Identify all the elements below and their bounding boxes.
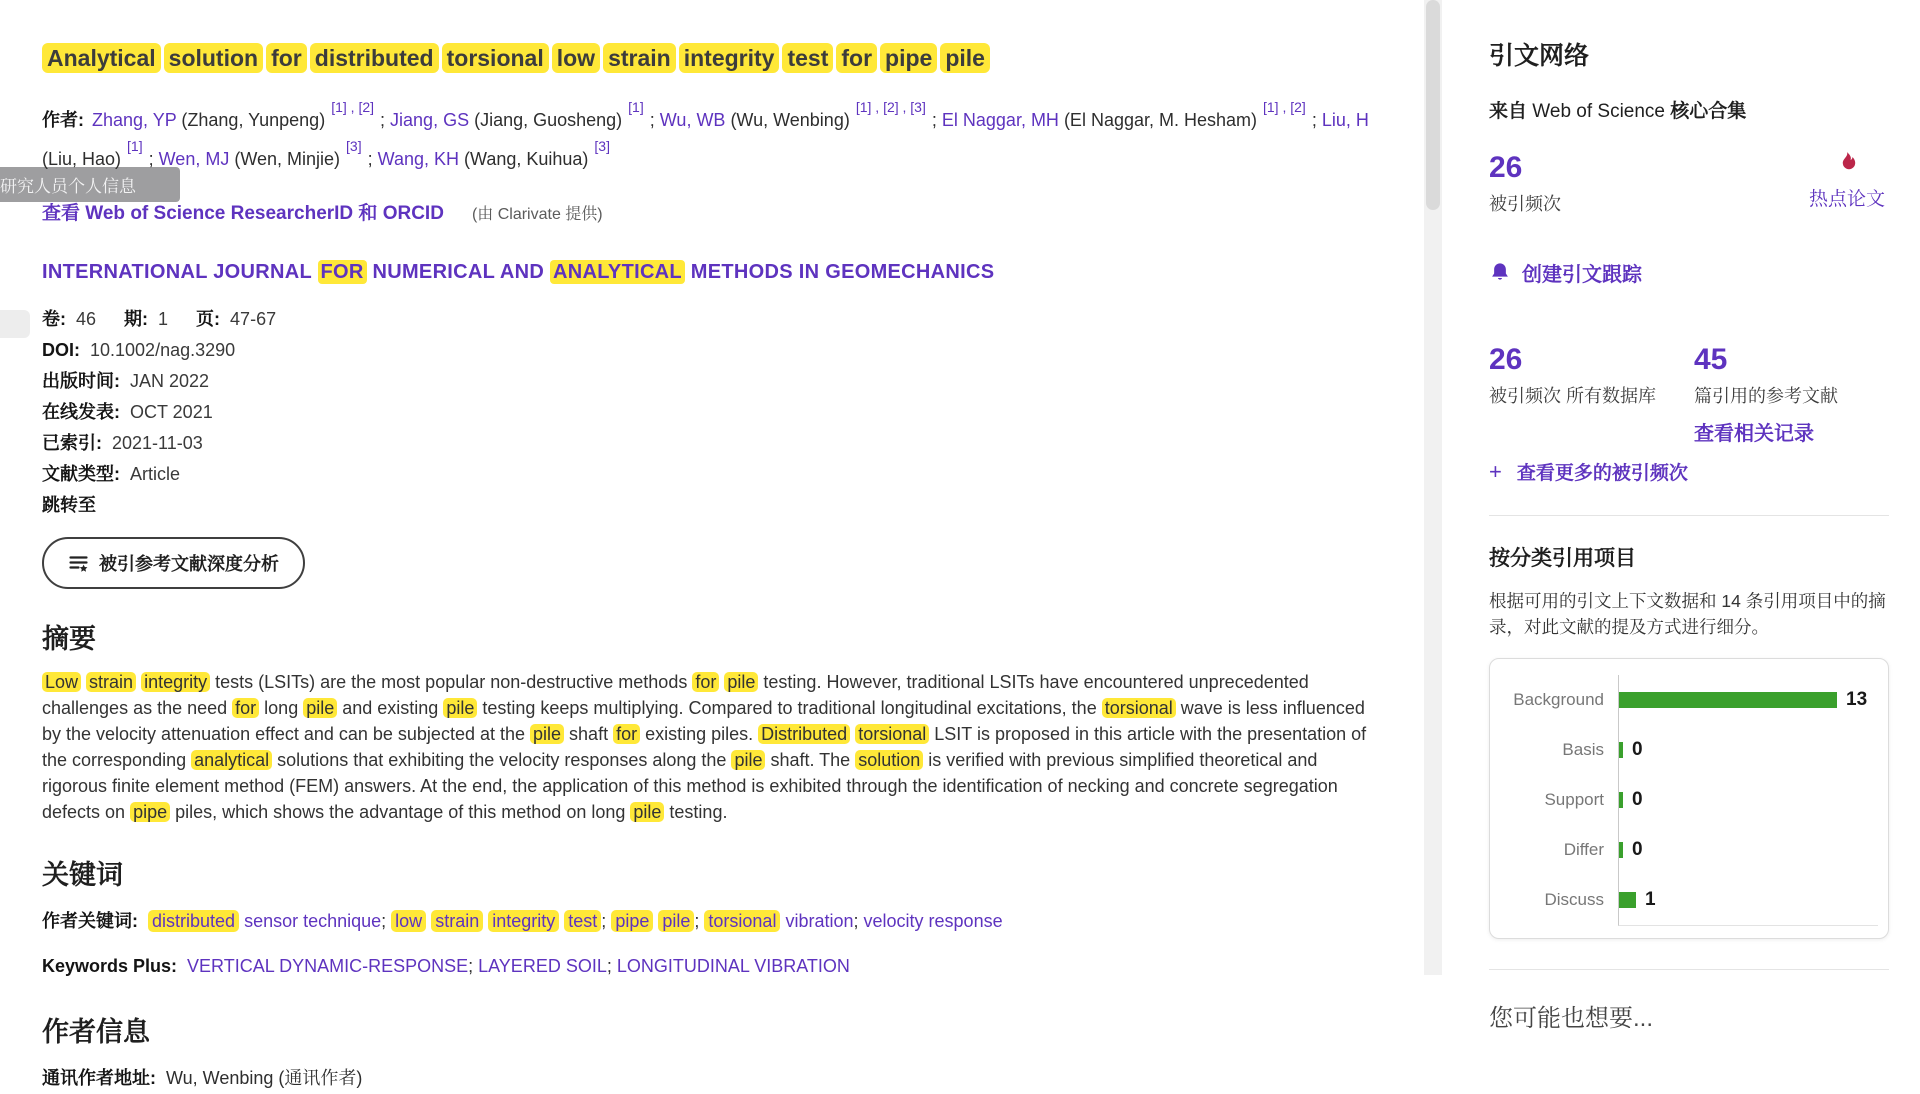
citation-classification-heading: 按分类引用项目 xyxy=(1489,547,1636,570)
author-affiliation-sup[interactable]: [3] xyxy=(594,138,610,154)
author-keywords-line xyxy=(42,906,1377,937)
author-separator: ; xyxy=(375,110,391,130)
researcherid-orcid-link[interactable]: 查看 Web of Science ResearcherID 和 ORCID xyxy=(42,203,444,224)
author-keyword-link[interactable]: sensor technique xyxy=(239,911,382,931)
meta-value: 10.1002/nag.3290 xyxy=(90,340,236,360)
chart-bar-row xyxy=(1619,775,1878,825)
title-word: low xyxy=(552,43,600,73)
view-more-citations-link[interactable]: 查看更多的被引频次 xyxy=(1516,463,1688,484)
chart-value-label: 13 xyxy=(1846,689,1868,710)
author-keyword-link[interactable]: pile xyxy=(658,910,694,932)
plus-icon: + xyxy=(1489,458,1502,484)
abstract-highlight: torsional xyxy=(855,724,929,744)
meta-label: 文献类型: xyxy=(42,464,120,484)
all-databases-label: 被引频次 所有数据库 xyxy=(1489,386,1657,406)
chart-value-label: 0 xyxy=(1632,839,1643,860)
chart-value-label: 0 xyxy=(1632,789,1643,810)
author-fullname: (Jiang, Guosheng) xyxy=(469,110,628,130)
meta-value: 1 xyxy=(158,309,169,329)
author-link[interactable]: Zhang, YP xyxy=(92,110,177,130)
all-databases-count: 26 xyxy=(1489,343,1523,376)
divider xyxy=(1489,515,1889,516)
abstract-heading: 摘要 xyxy=(42,624,96,654)
abstract-text: Low strain integrity tests (LSITs) are the most popular non-destructive methods for pile testing. However, traditional LSITs have encountered unprecedented challenges as the need for long pile and existing pile testing keeps multiplying. Compared to traditional longitudinal excitations, the torsional wave is less influenced by the velocity attenuation effect and can be subjected at the pile shaft for existing piles. Distributed torsional LSIT is proposed in this article with the presentation of the corresponding analytical solutions that exhibiting the velocity responses along the pile shaft. The solution is verified with previous simplified theoretical and rigorous finite element method (FEM) answers. At the end, the application of this method is exhibited through the identification of necking and concrete segregation defects on pipe piles, which shows the advantage of this method on long pile testing. xyxy=(42,672,1367,822)
view-more-citations-row xyxy=(1489,458,1889,485)
times-cited-row xyxy=(1489,151,1889,216)
meta-pair xyxy=(196,309,276,329)
abstract-highlight: integrity xyxy=(141,672,210,692)
hot-paper-block xyxy=(1809,151,1889,211)
abstract-highlight: for xyxy=(232,698,259,718)
abstract-highlight: pile xyxy=(303,698,337,718)
scrollbar-track[interactable] xyxy=(1424,0,1442,975)
researcher-profile-ghost-tooltip: 研究人员个人信息 xyxy=(0,167,180,202)
chart-category-label: Differ xyxy=(1563,840,1604,859)
keywords-plus-link[interactable]: VERTICAL DYNAMIC-RESPONSE xyxy=(187,956,469,976)
jump-to-label[interactable]: 跳转至 xyxy=(42,495,96,515)
meta-row xyxy=(42,459,1377,490)
author-affiliation-sup[interactable]: [3] xyxy=(346,138,362,154)
author-keyword-link[interactable]: velocity response xyxy=(863,911,1003,931)
author-keywords-label: 作者关键词: xyxy=(42,911,138,931)
abstract-highlight: pile xyxy=(443,698,477,718)
author-separator: ; xyxy=(143,149,159,169)
article-record-panel xyxy=(42,26,1377,1094)
chart-value-label: 0 xyxy=(1632,739,1643,760)
title-word: for xyxy=(266,43,307,73)
chart-bar-row xyxy=(1619,875,1878,925)
times-cited-count: 26 xyxy=(1489,151,1523,184)
article-title xyxy=(42,38,1377,78)
times-cited-label: 被引频次 xyxy=(1489,194,1561,214)
author-affiliation-sup[interactable]: [1] , [2] xyxy=(1263,99,1306,115)
author-keyword-link[interactable]: test xyxy=(564,910,601,932)
keyword-separator: ; xyxy=(381,911,392,931)
author-separator: ; xyxy=(362,149,378,169)
author-keyword-link[interactable]: pipe xyxy=(611,910,653,932)
title-word: pipe xyxy=(880,43,937,73)
keywords-plus-line xyxy=(42,951,1377,982)
keyword-separator: ; xyxy=(694,911,705,931)
chart-category-labels xyxy=(1500,675,1618,926)
abstract-highlight: pipe xyxy=(130,802,170,822)
author-fullname: (Liu, Hao) xyxy=(42,149,127,169)
author-information-heading: 作者信息 xyxy=(42,1017,150,1047)
cited-references-count: 45 xyxy=(1694,343,1728,376)
meta-pair xyxy=(124,309,168,329)
keywords-plus-link[interactable]: LONGITUDINAL VIBRATION xyxy=(616,956,850,976)
citation-alert-row xyxy=(1489,258,1889,287)
authors-label: 作者: xyxy=(42,110,84,130)
you-may-also-want-heading: 您可能也想要... xyxy=(1489,1005,1654,1032)
core-collection-subheading: 来自 Web of Science 核心合集 xyxy=(1489,101,1747,122)
journal-segment: FOR xyxy=(318,260,367,284)
citation-network-sidebar xyxy=(1489,28,1889,1033)
author-keyword-link[interactable]: low xyxy=(391,910,426,932)
abstract-highlight: for xyxy=(613,724,640,744)
journal-segment: ANALYTICAL xyxy=(550,260,685,284)
abstract-highlight: Distributed xyxy=(758,724,850,744)
author-fullname: (Zhang, Yunpeng) xyxy=(176,110,331,130)
author-link[interactable]: Liu, H xyxy=(1321,110,1369,130)
view-related-records-link[interactable]: 查看相关记录 xyxy=(1694,423,1814,445)
cited-references-block xyxy=(1694,343,1838,446)
author-keyword-link[interactable]: distributed xyxy=(148,910,239,932)
hot-paper-link[interactable]: 热点论文 xyxy=(1808,189,1885,210)
bell-icon xyxy=(1489,261,1511,285)
author-separator: ; xyxy=(926,110,942,130)
meta-label: 卷: xyxy=(42,309,66,329)
author-link[interactable]: Wen, MJ xyxy=(158,149,230,169)
author-link[interactable]: Wu, WB xyxy=(659,110,726,130)
chart-bar[interactable] xyxy=(1619,892,1636,908)
abstract-highlight: solution xyxy=(855,750,923,770)
divider xyxy=(1489,969,1889,970)
chart-category-label: Background xyxy=(1513,690,1604,709)
all-databases-block xyxy=(1489,343,1694,446)
abstract-highlight: torsional xyxy=(1102,698,1176,718)
deep-dive-label: 被引参考文献深度分析 xyxy=(99,554,279,574)
journal-segment: METHODS IN GEOMECHANICS xyxy=(684,261,995,283)
author-affiliation-sup[interactable]: [1] , [2] , [3] xyxy=(855,99,926,115)
meta-value: 47-67 xyxy=(230,309,277,329)
meta-label: 在线发表: xyxy=(42,402,120,422)
meta-value: 2021-11-03 xyxy=(112,433,203,453)
abstract-highlight: analytical xyxy=(191,750,272,770)
citation-network-heading: 引文网络 xyxy=(1489,42,1590,70)
chart-category-label: Discuss xyxy=(1544,890,1604,909)
author-affiliation-sup[interactable]: [1] xyxy=(628,99,644,115)
scrollbar-thumb[interactable] xyxy=(1426,0,1440,210)
keywords-plus-link[interactable]: LAYERED SOIL xyxy=(478,956,607,976)
chart-bar[interactable] xyxy=(1619,692,1837,708)
author-fullname: (Wu, Wenbing) xyxy=(725,110,855,130)
corresponding-author-label: 通讯作者地址: xyxy=(42,1068,156,1088)
journal-title-link[interactable] xyxy=(42,261,994,284)
author-keyword-link[interactable]: torsional xyxy=(704,910,780,932)
citation-classification-chart xyxy=(1489,658,1889,939)
ghost-chip xyxy=(0,310,30,338)
list-star-icon xyxy=(68,553,89,574)
title-word: torsional xyxy=(442,43,549,73)
title-word: test xyxy=(782,43,833,73)
author-fullname: (Wen, Minjie) xyxy=(229,149,346,169)
author-affiliation-sup[interactable]: [1] , [2] xyxy=(331,99,375,115)
chart-bar[interactable] xyxy=(1619,842,1623,858)
corresponding-author-line xyxy=(42,1063,1377,1094)
title-word: integrity xyxy=(679,43,780,73)
meta-row xyxy=(42,428,1377,459)
provided-by-note: (由 Clarivate 提供) xyxy=(471,206,603,223)
chart-category-label: Basis xyxy=(1562,740,1604,759)
bibliographic-meta xyxy=(42,304,1377,521)
title-word: solution xyxy=(164,43,263,73)
title-word: for xyxy=(836,43,877,73)
meta-value: JAN 2022 xyxy=(130,371,210,391)
meta-label: 已索引: xyxy=(42,433,102,453)
title-word: strain xyxy=(603,43,676,73)
abstract-highlight: for xyxy=(692,672,719,692)
times-cited-block xyxy=(1489,151,1561,216)
cited-references-label: 篇引用的参考文献 xyxy=(1694,386,1838,406)
author-link[interactable]: Wang, KH xyxy=(377,149,459,169)
chart-bar[interactable] xyxy=(1619,742,1623,758)
keyword-separator: ; xyxy=(601,911,612,931)
meta-row xyxy=(42,397,1377,428)
author-separator: ; xyxy=(1306,110,1322,130)
title-word: pile xyxy=(940,43,990,73)
corresponding-author-value: Wu, Wenbing (通讯作者) xyxy=(166,1068,363,1088)
chart-bar[interactable] xyxy=(1619,792,1623,808)
author-fullname: (Wang, Kuihua) xyxy=(459,149,594,169)
abstract-highlight: Low xyxy=(42,672,81,692)
author-link[interactable]: El Naggar, MH xyxy=(941,110,1059,130)
chart-bars-area xyxy=(1618,675,1878,926)
author-affiliation-sup[interactable]: [1] xyxy=(127,138,143,154)
author-keyword-link[interactable]: integrity xyxy=(488,910,559,932)
chart-bar-row xyxy=(1619,675,1878,725)
researcherid-line xyxy=(42,198,1377,225)
keywords-heading: 关键词 xyxy=(42,860,123,890)
chart-value-label: 1 xyxy=(1645,889,1656,910)
flame-icon xyxy=(1835,151,1859,177)
meta-value: Article xyxy=(130,464,181,484)
abstract-highlight: pile xyxy=(724,672,758,692)
abstract-highlight: pile xyxy=(731,750,765,770)
authors-line xyxy=(42,98,1377,176)
chart-bar-row xyxy=(1619,725,1878,775)
chart-category-label: Support xyxy=(1544,790,1604,809)
meta-row xyxy=(42,335,1377,366)
abstract-highlight: pile xyxy=(630,802,664,822)
author-keyword-link[interactable]: vibration xyxy=(780,911,854,931)
meta-pair xyxy=(42,309,96,329)
journal-segment: INTERNATIONAL JOURNAL xyxy=(42,261,318,283)
title-word: Analytical xyxy=(42,43,161,73)
keywords-plus-label: Keywords Plus: xyxy=(42,956,178,976)
volume-issue-pages-row xyxy=(42,304,1377,335)
chart-bar-row xyxy=(1619,825,1878,875)
citation-classification-description: 根据可用的引文上下文数据和 14 条引用项目中的摘录，对此文献的提及方式进行细分。 xyxy=(1489,591,1886,637)
keyword-separator: ; xyxy=(853,911,864,931)
keyword-separator: ; xyxy=(606,956,617,976)
keyword-separator: ; xyxy=(468,956,479,976)
author-separator: ; xyxy=(644,110,660,130)
meta-label: DOI: xyxy=(42,340,80,360)
meta-label: 出版时间: xyxy=(42,371,120,391)
author-link[interactable]: Jiang, GS xyxy=(390,110,470,130)
author-fullname: (El Naggar, M. Hesham) xyxy=(1058,110,1262,130)
meta-value: 46 xyxy=(76,309,97,329)
title-word: distributed xyxy=(310,43,439,73)
abstract-highlight: strain xyxy=(86,672,136,692)
counts-row xyxy=(1489,343,1889,446)
journal-segment: NUMERICAL AND xyxy=(366,261,551,283)
meta-label: 期: xyxy=(124,309,149,329)
meta-row xyxy=(42,366,1377,397)
author-keyword-link[interactable]: strain xyxy=(431,910,483,932)
abstract-highlight: pile xyxy=(530,724,564,744)
create-citation-alert-link[interactable]: 创建引文跟踪 xyxy=(1522,264,1642,286)
meta-value: OCT 2021 xyxy=(130,402,213,422)
citing-references-deep-dive-button[interactable] xyxy=(42,537,305,589)
meta-label: 页: xyxy=(196,309,221,329)
